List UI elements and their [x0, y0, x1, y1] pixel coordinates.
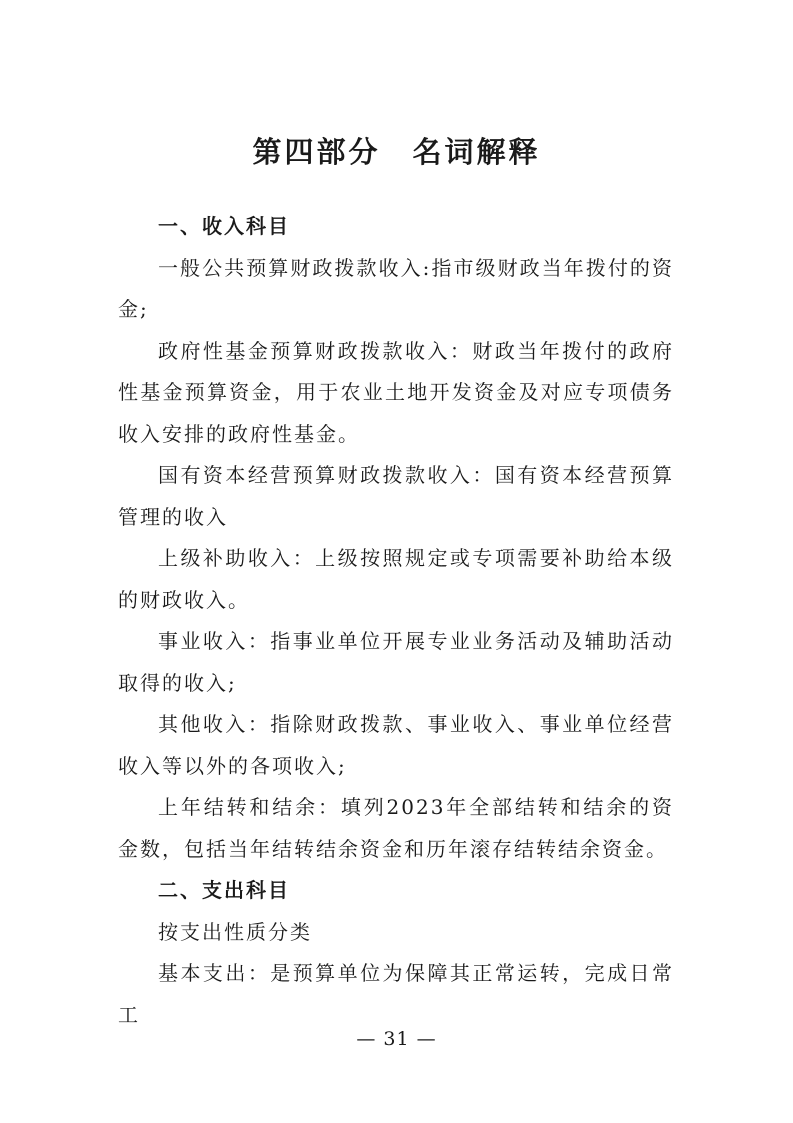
- paragraph-government-fund-income: 政府性基金预算财政拨款收入：财政当年拨付的政府性基金预算资金，用于农业土地开发资金及对应专项债务收入安排的政府性基金。: [118, 338, 674, 446]
- page-title: 第四部分 名词解释: [252, 135, 541, 169]
- paragraph-business-income: 事业收入：指事业单位开展专业业务活动及辅助活动取得的收入;: [118, 629, 674, 695]
- document-body: [118, 206, 674, 1036]
- paragraph-superior-subsidy-income: 上级补助收入：上级按照规定或专项需要补助给本级的财政收入。: [118, 546, 674, 612]
- page-number: — 31 —: [356, 1028, 437, 1050]
- paragraph-expenditure-by-nature: 按支出性质分类: [158, 919, 312, 944]
- paragraph-carryover-balance: 上年结转和结余：填列2023年全部结转和结余的资金数，包括当年结转结余资金和历年滚存结转结余资金。: [118, 795, 674, 861]
- paragraph-state-capital-income: 国有资本经营预算财政拨款收入：国有资本经营预算管理的收入: [118, 463, 674, 529]
- paragraph-basic-expenditure: 基本支出：是预算单位为保障其正常运转，完成日常工: [118, 961, 674, 1027]
- paragraph-other-income: 其他收入：指除财政拨款、事业收入、事业单位经营收入等以外的各项收入;: [118, 712, 674, 778]
- section-heading-income: 一、收入科目: [158, 214, 290, 238]
- paragraph-general-budget-income: 一般公共预算财政拨款收入:指市级财政当年拨付的资金;: [118, 255, 674, 321]
- section-heading-expenditure: 二、支出科目: [158, 878, 290, 902]
